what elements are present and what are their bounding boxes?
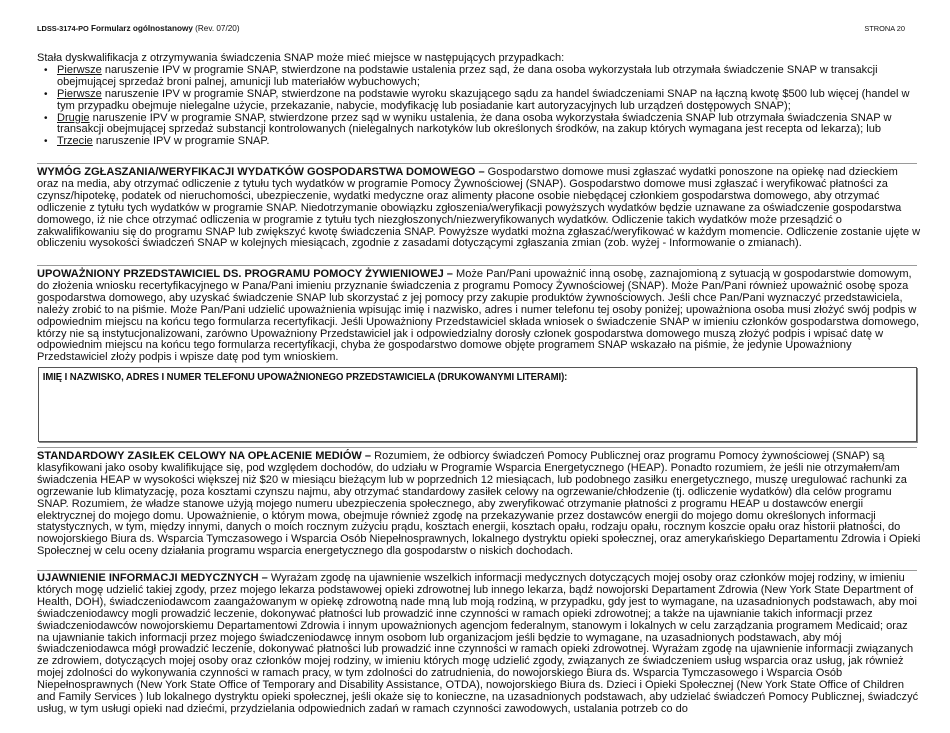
representative-info-field[interactable]	[38, 367, 917, 442]
section-heading: STANDARDOWY ZASIŁEK CELOWY NA OPŁACENIE MEDIÓW –	[37, 450, 372, 462]
list-item	[57, 136, 920, 148]
section-divider	[37, 265, 917, 266]
section-heading: UJAWNIENIE INFORMACJI MEDYCZNYCH –	[37, 572, 268, 584]
disqualification-list	[37, 65, 920, 148]
form-revision: (Rev. 07/20)	[195, 24, 240, 33]
section-body: Wyrażam zgodę na ujawnienie wszelkich informacji medycznych dotyczących mojej osoby oraz członków mojej rodziny, w imieniu których mogę udzielić takiej zgody, przez mojego lekarza podstawowej opieki zdrowotnej lub innego lekarza, bądź nowojorski Departament Zdrowia (New York State Department of Health, DOH), świadczeniodawcom zaangażowanym w opiekę zdrowotną nade mną lub moją rodziną, w przypadku, gdy jest to wymagane, na uzasadnionych podstawach, aby moi świadczeniodawcy mogli prowadzić leczenie, dokonywać płatności lub prowadzić inne czynności w ramach opieki zdrowotnej; a także na ujawnianie takich informacji przez świadczeniodawców nowojorskiemu Departamentowi Zdrowia i innym upoważnionych agencjom federalnym, stanowym i lokalnych w celu zarządzania programem Medicaid; oraz na ujawnianie takich informacji przez mojego świadczeniodawcę innym osobom lub organizacjom jeśli będzie to wymagane, na uzasadnionych podstawach, aby mój świadczeniodawca mógł prowadzić leczenie, dokonywać płatności lub prowadzić inne czynności w ramach opieki zdrowotnej. Wyrażam zgodę na ujawnienie informacji związanych ze zdrowiem, dotyczących mojej osoby oraz członków mojej rodziny, w imieniu których mogę udzielić zgody, związanych ze świadczeniem usług wsparcia oraz usług, jak również mojej zdolności do wykonywania czynności w ramach pracy, w tym zdolności do zatrudnienia, do nowojorskiego Biura ds. Wsparcia Tymczasowego i Wsparcia Osób Niepełnosprawnych (New York State Office of Temporary and Disability Assistance, OTDA), nowojorskiego Biura ds. Dzieci i Opieki Społecznej (New York State Office of Children and Family Services ) lub lokalnego dystryktu opieki społecznej, jeśli okaże się to konieczne, na uzasadnionych podstawach, aby udzielać świadczeń Pomocy Publicznej, świadczyć usług, w tym usługi opieki nad dziećmi, przydzielania odpowiednich zadań w ramach czynności zawodowych, ustalania potrzeb co do	[37, 572, 919, 715]
representative-section	[37, 269, 922, 364]
section-heading: UPOWAŻNIONY PRZEDSTAWICIEL DS. PROGRAMU POMOCY ŻYWIENIOWEJ –	[37, 268, 453, 280]
form-code: LDSS-3174-PO	[37, 24, 89, 33]
section-body: Rozumiem, że odbiorcy świadczeń Pomocy Publicznej oraz programu Pomocy żywnościowej (SNAP) są klasyfikowani jako osoby kwalifikujące się, pod względem dochodów, do udziału w Programie Wsparcia Energetycznego (HEAP). Ponadto rozumiem, że jeśli nie otrzymałem/am świadczenia HEAP w wysokości większej niż $20 w miesiącu bieżącym lub w poprzednich 12 miesiącach, lub podobnego zasiłku energetycznego, muszę uregulować rachunki za ogrzewanie lub klimatyzację, poza kosztami czynszu najmu, aby otrzymać standardowy zasiłek celowy na ogrzewanie/chłodzenie (tj. odliczenie wydatków) dla celów programu SNAP. Rozumiem, że władze stanowe użyją mojego numeru ubezpieczenia społecznego, aby zweryfikować otrzymanie płatności z programu HEAP u dostawców energii elektrycznej do mojego domu. Upoważnienie, o którym mowa, obejmuje również zgodę na przekazywanie przez dostawców energii do mojego domu określonych informacji statystycznych, w tym, między innymi, danych o moich rocznym zużyciu prądu, kosztach energii, kosztach opału, rodzaju opału, rocznym koszcie opału oraz historii płatności, do nowojorskiego Biura ds. Wsparcia Tymczasowego i Wsparcia Osób Niepełnosprawnych, lokalnego dystryktu opieki społecznej, oraz amerykańskiego Departamentu Zdrowia i Opieki Społecznej w celu oceny działania programu wsparcia energetycznego dla gospodarstw o niskich dochodach.	[37, 450, 921, 558]
section-heading: WYMÓG ZGŁASZANIA/WERYFIKACJI WYDATKÓW GOSPODARSTWA DOMOWEGO –	[37, 166, 485, 178]
item-lead: Pierwsze	[57, 63, 102, 76]
item-text: naruszenie IPV w programie SNAP, stwierdzone na podstawie wyroku skazującego sądu za handel świadczeniami SNAP na łączną kwotę $500 lub więcej (handel w tym przypadku obejmuje nielegalne użycie, przekazanie, nabycie, modyfikację lub posiadanie kart autoryzacyjnych lub urządzeń dostępowych SNAP);	[57, 87, 910, 112]
form-identifier	[37, 24, 240, 33]
representative-info-label: IMIĘ I NAZWISKO, ADRES I NUMER TELEFONU UPOWAŻNIONEGO PRZEDSTAWICIELA (DRUKOWANYMI LITERAMI):	[42, 372, 568, 383]
section-divider	[37, 570, 917, 571]
list-item	[57, 65, 920, 89]
list-item	[57, 113, 920, 137]
item-text: naruszenie IPV w programie SNAP, stwierdzone na podstawie ustalenia przez sąd, że dana osoba wykorzystała lub otrzymała świadczenie SNAP w transakcji obejmującej sprzedaż broni palnej, amunicji lub materiałów wybuchowych;	[57, 63, 878, 88]
expenses-section	[37, 167, 922, 250]
section-divider	[37, 447, 917, 448]
section-body: Gospodarstwo domowe musi zgłaszać wydatki ponoszone na opiekę nad dzieckiem oraz na media, aby otrzymać odliczenie z tytułu tych wydatków w programie Pomocy Żywnościowej (SNAP). Gospodarstwo domowe musi zgłaszać i weryfikować płatności za czynsz/hipotekę, podatek od nieruchomości, ubezpieczenie, wydatki medyczne oraz alimenty płacone osobie niebędącej członkiem gospodarstwa domowego, aby otrzymać odliczenie z tytułu tych wydatków w programie SNAP. Niedotrzymanie obowiązku zgłoszenia/weryfikacji powyższych wydatków będzie uznawane za oświadczenie gospodarstwa domowego, iż nie chce otrzymać odliczenia w programie z tytułu tych niezgłoszonych/niezweryfikowanych wydatków. Odliczenie takich wydatków może przesądzić o zakwalifikowaniu się do programu SNAP lub zwiększyć kwotę świadczenia SNAP. Powyższe wydatki można zgłaszać/weryfikować w każdym momencie. Odliczenie zostanie ujęte w obliczeniu wysokości świadczeń SNAP w kolejnych miesiącach, zgodnie z zasadami dotyczącymi zgłaszania zmian (zob. wyżej - Informowanie o zmianach).	[37, 166, 921, 250]
form-title: Formularz ogólnostanowy	[91, 24, 193, 33]
disqualification-section	[37, 53, 920, 148]
page-header	[37, 24, 905, 33]
section-divider	[37, 163, 917, 164]
disqualification-intro: Stała dyskwalifikacja z otrzymywania świadczenia SNAP może mieć miejsce w następujących przypadkach:	[37, 52, 565, 64]
list-item	[57, 89, 920, 113]
item-lead: Trzecie	[57, 135, 93, 148]
item-text: naruszenie IPV w programie SNAP.	[92, 135, 270, 148]
item-text: naruszenie IPV w programie SNAP, stwierdzone przez sąd w wyniku ustalenia, że dana osoba wykorzystała świadczenia SNAP lub otrzymała świadczenia SNAP w transakcji obejmującej sprzedaż substancji kontrolowanych (nielegalnych narkotyków lub określonych środków, na zakup których wymagana jest recepta od lekarza); lub	[57, 111, 892, 136]
medical-disclosure-section	[37, 573, 922, 716]
page-number: STRONA 20	[864, 24, 905, 33]
section-body: Może Pan/Pani upoważnić inną osobę, zaznajomioną z sytuacją w gospodarstwie domowym, do złożenia wniosku recertyfikacyjnego w Pana/Pani imieniu przyznanie świadczenia z programu Pomocy Żywnościowej (SNAP). Może Pan/Pani również upoważnić osobę spoza gospodarstwa domowego, aby uzyskać świadczenie SNAP lub skorzystać z jej pomocy przy zakupie produktów żywnościowych. Jeśli chce Pan/Pani wyznaczyć przedstawiciela, należy zrobić to na piśmie. Może Pan/Pani udzielić upoważnienia wpisując imię i nazwisko, adres i numer telefonu tej osoby poniżej; upoważniona osoba musi złożyć swój podpis w odpowiednim miejscu na końcu tego formularza recertyfikacji. Jeśli Upoważniony Przedstawiciel składa wniosek o świadczenie SNAP w imieniu członków gospodarstwa domowego, którzy nie są instytucjonalizowani, zarówno Upoważniony Przedstawiciel jak i odpowiedzialny dorosły członek gospodarstwa domowego muszą złożyć podpis i wpisać datę w odpowiednim miejscu na końcu tego formularza recertyfikacji, chyba że gospodarstwo domowe objęte programem SNAP wskazało na piśmie, że jedynie Upoważniony Przedstawiciel złoży podpis i wpisze datę pod tym wnioskiem.	[37, 268, 920, 364]
utility-allowance-section	[37, 451, 922, 558]
item-lead: Drugie	[57, 111, 90, 124]
item-lead: Pierwsze	[57, 87, 102, 100]
